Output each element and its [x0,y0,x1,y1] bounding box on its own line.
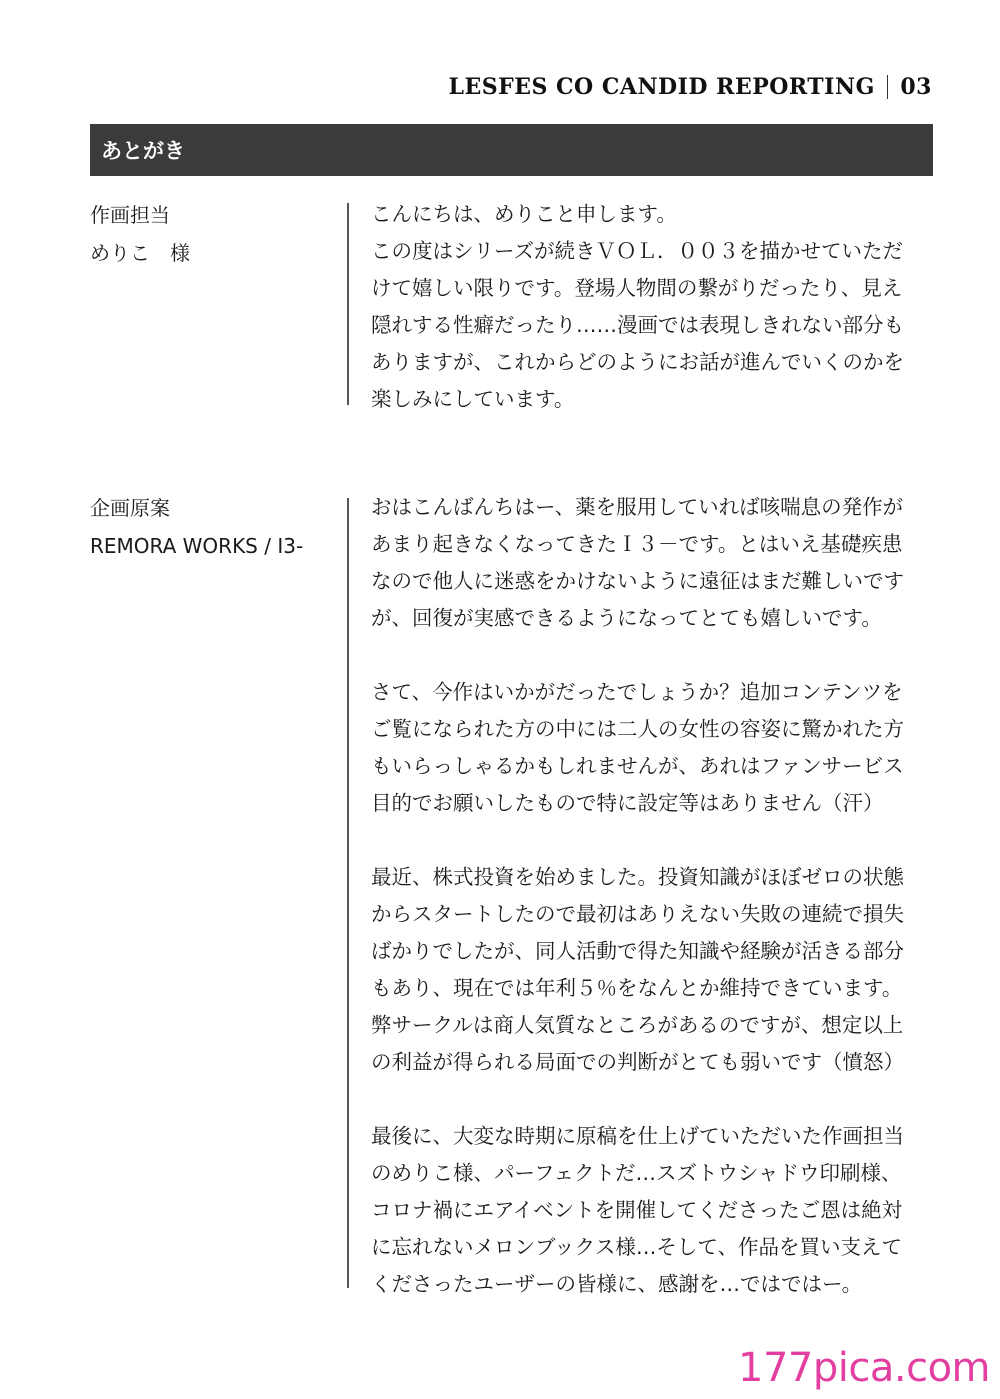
text-line: 弊サークルは商人気質なところがあるのですが、想定以上 [371,1013,904,1037]
header-divider [887,75,889,99]
text-line: ばかりでしたが、同人活動で得た知識や経験が活きる部分 [371,939,904,963]
text-line: に忘れないメロンブックス様…そして、作品を買い支えて [371,1235,902,1259]
running-header [448,74,932,100]
credit-artist [90,196,190,272]
credit-role: 作画担当 [90,203,170,227]
section-title: あとがき [101,139,185,163]
credit-name: めりこ 様 [90,241,190,265]
text-line: もあり、現在では年利５％をなんとか維持できています。 [371,976,903,1000]
section-banner [90,124,933,176]
artist-message [371,196,933,418]
planner-message [371,489,933,1303]
text-line: の利益が得られる局面での判断がとても弱いです（憤怒） [371,1050,904,1074]
text-line: ありますが、これからどのようにお話が進んでいくのかを [371,350,904,374]
text-line: この度はシリーズが続きＶＯＬ．００３を描かせていただ [371,239,903,263]
text-line: なので他人に迷惑をかけないように遠征はまだ難しいです [371,569,904,593]
credit-name: REMORA WORKS / I3- [90,534,304,558]
text-line: さて、今作はいかがだったでしょうか？追加コンテンツを [371,680,903,704]
credit-planner [90,489,303,565]
page-number: 03 [900,74,932,100]
text-line: 最近、株式投資を始めました。投資知識がほぼゼロの状態 [371,865,904,889]
text-line: 楽しみにしています。 [371,387,575,411]
text-line: ご覧になられた方の中には二人の女性の容姿に驚かれた方 [371,717,904,741]
text-line: こんにちは、めりこと申します。 [371,202,677,226]
text-line: のめりこ様、パーフェクトだ…スズトウシャドウ印刷様、 [371,1161,902,1185]
header-title: LESFES CO CANDID REPORTING [448,74,875,100]
text-line: 隠れする性癖だったり……漫画では表現しきれない部分も [371,313,904,337]
watermark: 177pica.com [738,1345,990,1391]
text-line: 最後に、大変な時期に原稿を仕上げていただいた作画担当 [371,1124,904,1148]
text-line: おはこんばんちはー、薬を服用していれば咳喘息の発作が [371,495,904,519]
text-line: が、回復が実感できるようになってとても嬉しいです。 [371,606,882,630]
divider-line [347,203,349,405]
text-line: あまり起きなくなってきたＩ３－です。とはいえ基礎疾患 [371,532,903,556]
text-line: もいらっしゃるかもしれませんが、あれはファンサービス [371,754,904,778]
text-line: 目的でお願いしたもので特に設定等はありません（汗） [371,791,884,815]
divider-line [347,498,349,1288]
text-line: コロナ禍にエアイベントを開催してくださったご恩は絶対 [371,1198,903,1222]
credit-role: 企画原案 [90,496,170,520]
text-line: くださったユーザーの皆様に、感謝を…ではではー。 [371,1272,863,1296]
text-line: けて嬉しい限りです。登場人物間の繋がりだったり、見え [371,276,903,300]
text-line: からスタートしたので最初はありえない失敗の連続で損失 [371,902,904,926]
